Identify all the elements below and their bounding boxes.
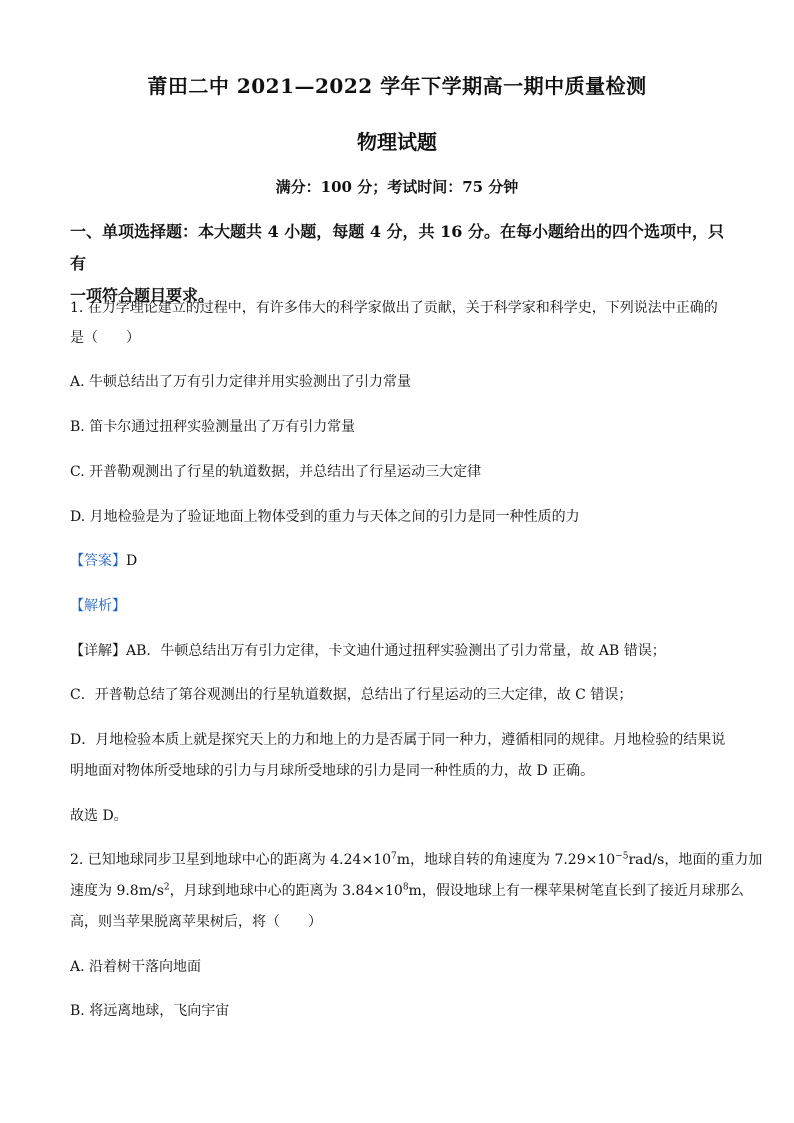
q2-l2-part-b: ，月球到地球中心的距离为 3.84×10: [169, 883, 403, 899]
answer-tag: 【答案】: [70, 553, 126, 569]
section-heading-line1: 一、单项选择题：本大题共 4 小题，每题 4 分，共 16 分。在每小题给出的四个选项中，只有: [70, 222, 724, 273]
q2-l2-part-a: 速度为 9.8m/s: [70, 883, 164, 899]
analysis-tag: 【解析】: [70, 598, 126, 614]
q2-l1-part-b: m，地球自转的角速度为 7.29×10: [396, 852, 616, 868]
q1-analysis-tag: [70, 596, 126, 616]
subject-title: 物理试题: [357, 130, 437, 154]
answer-value: D: [126, 553, 138, 569]
detail-ab-text: AB．牛顿总结出万有引力定律，卡文迪什通过扭秤实验测出了引力常量，故 AB 错误；: [126, 643, 666, 659]
q2-l2-part-c: m，假设地球上有一棵苹果树笔直长到了接近月球那么: [408, 883, 744, 899]
q1-stem-line1: 1. 在力学理论建立的过程中，有许多伟大的科学家做出了贡献，关于科学家和科学史，下列说法中正确的: [70, 300, 718, 316]
q2-l2-exp2: 8: [402, 882, 409, 893]
q1-conclusion: 故选 D。: [70, 808, 128, 824]
q2-l2-exp1: 2: [163, 882, 170, 893]
q1-detail-d-line2: 明地面对物体所受地球的引力与月球所受地球的引力是同一种性质的力，故 D 正确。: [70, 763, 595, 779]
q1-detail-c: C．开普勒总结了第谷观测出的行星轨道数据，总结出了行星运动的三大定律，故 C 错误；: [70, 687, 633, 703]
q2-stem-line1: [70, 850, 762, 870]
q2-l1-exp1: 7: [390, 851, 397, 862]
q1-option-b: B. 笛卡尔通过扭秤实验测量出了万有引力常量: [70, 419, 356, 435]
exam-title: 莆田二中 2021—2022 学年下学期高一期中质量检测: [147, 74, 647, 98]
q2-l1-exp2: −5: [615, 851, 629, 862]
q2-option-b: B. 将远离地球，飞向宇宙: [70, 1003, 230, 1019]
section-heading-line2: 一项符合题目要求。: [70, 286, 215, 305]
exam-info: 满分：100 分；考试时间：75 分钟: [275, 178, 519, 196]
q1-detail-ab: [70, 641, 666, 661]
q1-option-a: A. 牛顿总结出了万有引力定律并用实验测出了引力常量: [70, 374, 412, 390]
q2-stem-line3: 高，则当苹果脱离苹果树后，将（ ）: [70, 914, 322, 930]
q1-option-d: D. 月地检验是为了验证地面上物体受到的重力与天体之间的引力是同一种性质的力: [70, 509, 580, 525]
q1-option-c: C. 开普勒观测出了行星的轨道数据，并总结出了行星运动三大定律: [70, 464, 482, 480]
q2-option-a: A. 沿着树干落向地面: [70, 959, 202, 975]
detail-tag: 【详解】: [70, 643, 126, 659]
q2-stem-line2: [70, 881, 744, 901]
q1-detail-d-line1: D．月地检验本质上就是探究天上的力和地上的力是否属于同一种力，遵循相同的规律。月地检验的结果说: [70, 732, 726, 748]
q2-l1-part-a: 2. 已知地球同步卫星到地球中心的距离为 4.24×10: [70, 852, 391, 868]
q1-answer: [70, 551, 137, 571]
q2-l1-part-c: rad/s，地面的重力加: [628, 852, 763, 868]
q1-stem-line2: 是（ ）: [70, 330, 140, 346]
